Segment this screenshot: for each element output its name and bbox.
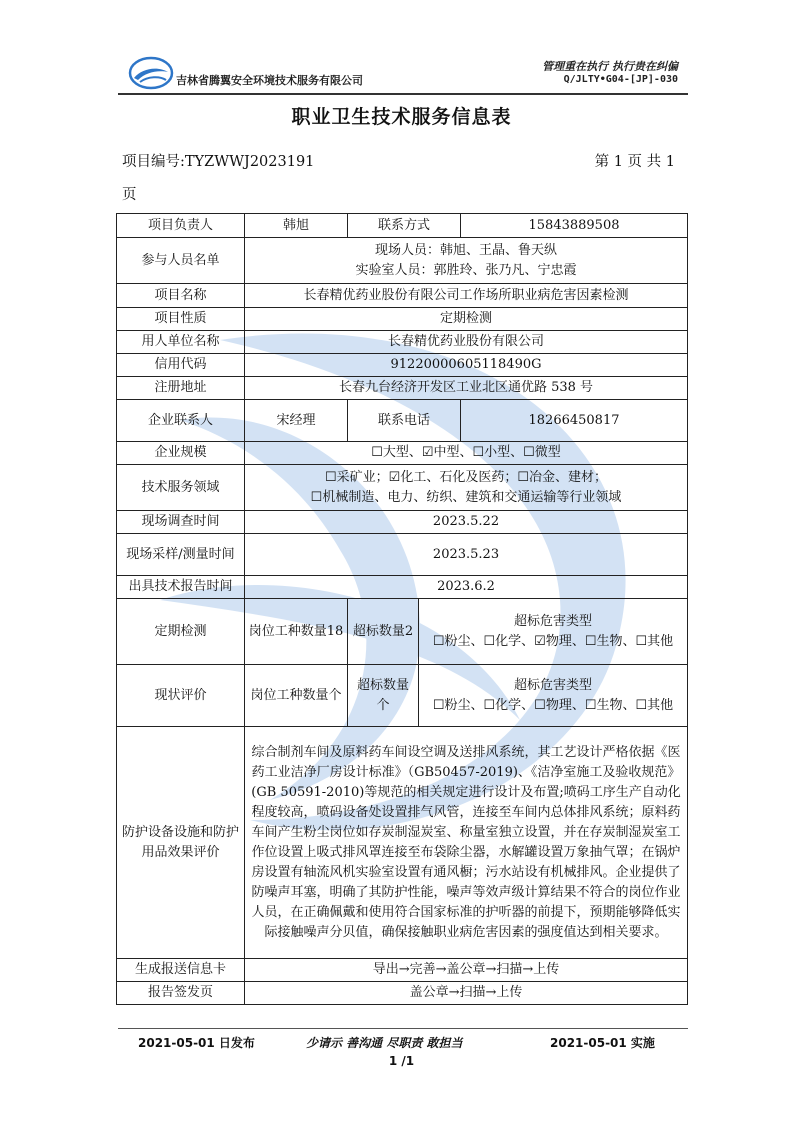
report-sign-label: 报告签发页 [117, 982, 245, 1005]
enterprise-contact-label: 企业联系人 [117, 400, 245, 442]
page-info-wrap: 页 [122, 187, 137, 203]
page-info: 第 1 页 共 1 [594, 154, 675, 170]
table-row [117, 331, 688, 354]
address-label: 注册地址 [117, 377, 245, 400]
table-row [117, 238, 688, 284]
domain-options-line2: ☐机械制造、电力、纺织、建筑和交通运输等行业领域 [310, 489, 622, 505]
table-row [117, 599, 688, 665]
periodic-hazard-title: 超标危害类型 [514, 613, 593, 629]
participants-lab: 实验室人员：郭胜玲、张乃凡、宁忠霞 [355, 262, 577, 278]
employer-label: 用人单位名称 [117, 331, 245, 354]
footer-publish-date: 2021-05-01 日发布 [138, 1036, 255, 1050]
table-row [117, 982, 688, 1005]
table-row [117, 534, 688, 576]
page-title: 职业卫生技术服务信息表 [291, 106, 512, 128]
periodic-hazard [419, 599, 688, 665]
footer-motto: 少请示 善沟通 尽职责 敢担当 [306, 1036, 463, 1050]
address-value: 长春九台经济开发区工业北区通优路 538 号 [245, 377, 688, 400]
enterprise-contact-value: 宋经理 [245, 400, 348, 442]
credit-code-value: 91220000605118490G [245, 354, 688, 377]
leader-value: 韩旭 [245, 214, 348, 238]
contact-method-label: 联系方式 [348, 214, 461, 238]
protection-text: 综合制剂车间及原料药车间设空调及送排风系统，其工艺设计严格依据《医药工业洁净厂房设计标准》（GB50457-2019)、《洁净室施工及验收规范》(GB 50591-2010)等规范的相关规定进行设计及布置;喷码工序生产自动化程度较高，喷码设备处设置排气风管，连接至车间内总体排风系统；原料药车间产生粉尘岗位如存炭制湿炭室、称量室独立设置，并在存炭制湿炭室工作位设置上吸式排风罩连接至布袋除尘器，水解罐设置万象抽气罩；在锅炉房设置有轴流风机实验室设置有通风橱；污水站设有机械排风。企业提供了防噪声耳塞，明确了其防护性能，噪声等效声级计算结果不符合的岗位作业人员，在正确佩戴和使用符合国家标准的护听器的前提下，预期能够降低实际接触噪声分贝值，确保接触职业病危害因素的强度值达到相关要求。 [245, 727, 688, 959]
company-name: 吉林省腾翼安全环境技术服务有限公司 [176, 74, 363, 87]
footer-implement-date: 2021-05-01 实施 [550, 1036, 655, 1050]
sampling-time-value: 2023.5.23 [245, 534, 688, 576]
header-slogan: 管理重在执行 执行贵在纠偏 [542, 60, 678, 73]
project-number: 项目编号:TYZWWJ2023191 [122, 154, 315, 170]
footer-divider [118, 1028, 688, 1029]
table-row [117, 214, 688, 238]
contact-phone-label: 联系电话 [348, 400, 461, 442]
credit-code-label: 信用代码 [117, 354, 245, 377]
project-nature-label: 项目性质 [117, 308, 245, 331]
table-row [117, 400, 688, 442]
project-nature-value: 定期检测 [245, 308, 688, 331]
current-hazard-title: 超标危害类型 [514, 677, 593, 693]
domain-options [245, 465, 688, 511]
current-hazard-options: ☐粉尘、☐化学、☐物理、☐生物、☐其他 [432, 697, 674, 713]
document-code: Q/JLTY•G04-[JP]-030 [563, 74, 678, 85]
participants-field: 现场人员：韩旭、王晶、鲁天纵 [375, 242, 558, 258]
footer-page-number: 1 /1 [388, 1054, 415, 1068]
current-hazard [419, 665, 688, 727]
table-row [117, 308, 688, 331]
table-row [117, 354, 688, 377]
table-row [117, 959, 688, 982]
current-posts: 岗位工种数量个 [245, 665, 348, 727]
table-row [117, 442, 688, 465]
current-exceed: 超标数量个 [348, 665, 419, 727]
scale-options: ☐大型、☑中型、☐小型、☐微型 [245, 442, 688, 465]
sampling-time-label: 现场采样/测量时间 [117, 534, 245, 576]
periodic-hazard-options: ☐粉尘、☐化学、☑物理、☐生物、☐其他 [432, 633, 674, 649]
survey-time-value: 2023.5.22 [245, 511, 688, 534]
table-row [117, 511, 688, 534]
header-divider [118, 93, 688, 95]
employer-value: 长春精优药业股份有限公司 [245, 331, 688, 354]
table-row [117, 665, 688, 727]
report-time-label: 出具技术报告时间 [117, 576, 245, 599]
survey-time-label: 现场调查时间 [117, 511, 245, 534]
generate-card-steps: 导出→完善→盖公章→扫描→上传 [245, 959, 688, 982]
periodic-label: 定期检测 [117, 599, 245, 665]
project-name-label: 项目名称 [117, 284, 245, 308]
periodic-posts: 岗位工种数量18 [245, 599, 348, 665]
participants-label: 参与人员名单 [117, 238, 245, 284]
table-row [117, 727, 688, 959]
leader-label: 项目负责人 [117, 214, 245, 238]
protection-label: 防护设备设施和防护用品效果评价 [117, 727, 245, 959]
table-row [117, 576, 688, 599]
info-table [116, 213, 688, 1005]
domain-options-line1: ☐采矿业；☑化工、石化及医药；☐冶金、建材； [325, 469, 607, 485]
project-name-value: 长春精优药业股份有限公司工作场所职业病危害因素检测 [245, 284, 688, 308]
table-row [117, 377, 688, 400]
domain-label: 技术服务领域 [117, 465, 245, 511]
participants-value [245, 238, 688, 284]
current-label: 现状评价 [117, 665, 245, 727]
contact-method-value: 15843889508 [461, 214, 688, 238]
table-row [117, 465, 688, 511]
report-sign-steps: 盖公章→扫描→上传 [245, 982, 688, 1005]
scale-label: 企业规模 [117, 442, 245, 465]
contact-phone-value: 18266450817 [461, 400, 688, 442]
report-time-value: 2023.6.2 [245, 576, 688, 599]
table-row [117, 284, 688, 308]
periodic-exceed: 超标数量2 [348, 599, 419, 665]
company-logo-icon [128, 56, 174, 90]
page-header [118, 52, 688, 94]
generate-card-label: 生成报送信息卡 [117, 959, 245, 982]
